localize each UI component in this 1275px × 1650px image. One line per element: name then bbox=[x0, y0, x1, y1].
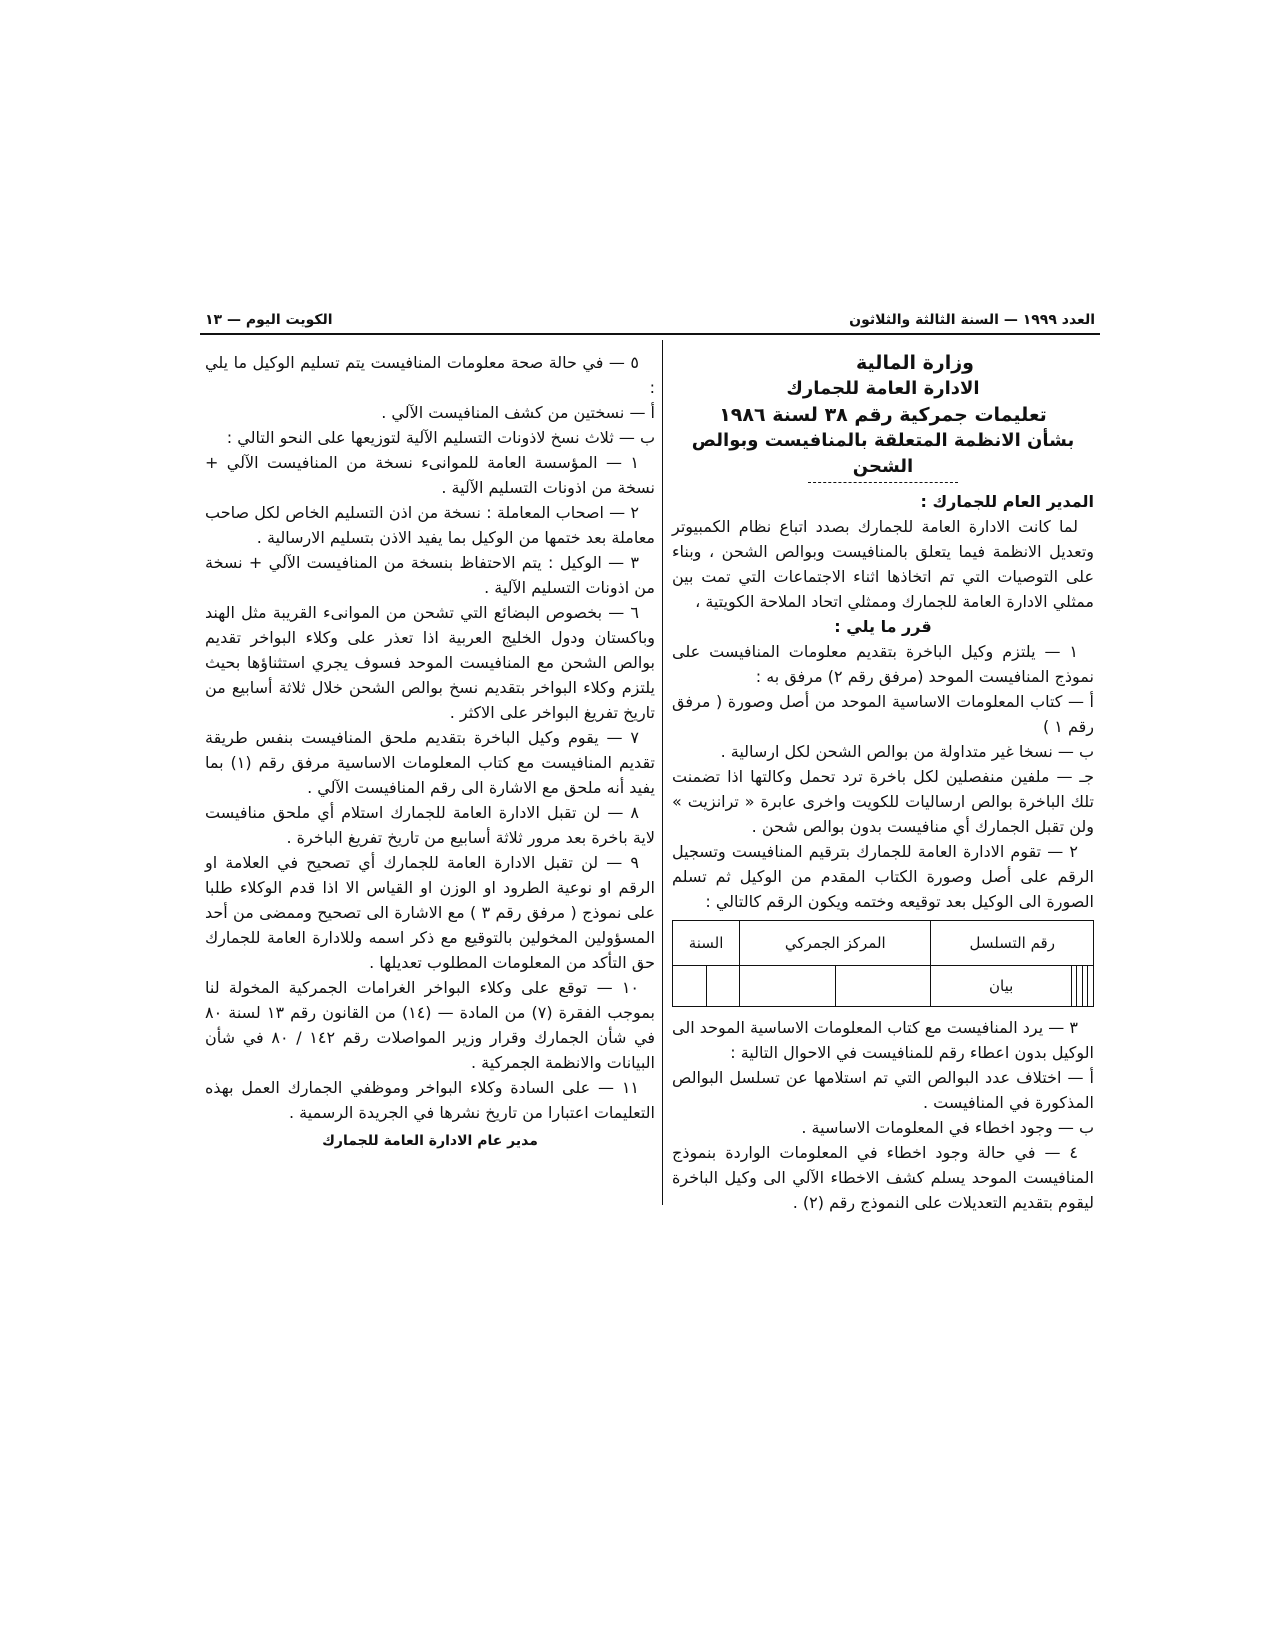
addressee: المدير العام للجمارك : bbox=[920, 492, 1094, 511]
page-header-right: العدد ١٩٩٩ — السنة الثالثة والثلاثون bbox=[849, 312, 1095, 328]
item-6: ٦ — بخصوص البضائع التي تشحن من الموانىء القريبة مثل الهند وباكستان ودول الخليج العربية اذا تعذر على وكلاء البواخر تقديم بوالص الشحن مع المنافيست الموحد فسوف يجري استثناؤها بحيث يلتزم وكلاء البواخر بتقديم نسخ بوالص الشحن خلال ثلاثة أسابيع من تاريخ تفريغ البواخر على الاكثر . bbox=[205, 603, 655, 722]
table-header-row bbox=[673, 921, 1094, 966]
item-11: ١١ — على السادة وكلاء البواخر وموظفي الجمارك العمل بهذه التعليمات اعتبارا من تاريخ نشرها في الجريدة الرسمية . bbox=[205, 1078, 655, 1122]
item-5b: ب — ثلاث نسخ لاذونات التسليم الآلية لتوزيعها على النحو التالي : bbox=[226, 428, 655, 447]
table-cell bbox=[706, 966, 740, 1007]
decision-heading: قرر ما يلي : bbox=[834, 617, 932, 636]
table-cell bbox=[1071, 966, 1077, 1007]
table-cell bbox=[835, 966, 931, 1007]
left-column bbox=[205, 350, 655, 1154]
table-cell bbox=[673, 966, 707, 1007]
column-divider bbox=[662, 340, 663, 1205]
header-customs-center: المركز الجمركي bbox=[740, 921, 931, 966]
item-5a: أ — نسختين من كشف المنافيست الآلي . bbox=[381, 403, 655, 422]
item-9: ٩ — لن تقبل الادارة العامة للجمارك أي تصحيح في العلامة او الرقم او نوعية الطرود او الوزن او القياس الا اذا قدم الوكلاء طلبا على نموذج ( مرفق رقم ٣ ) مع الاشارة الى تصحيح وممضى من أحد المسؤولين المخولين بالتوقيع مع ذكر اسمه وللادارة العامة للجمارك حق التأكد من المعلومات المطلوب تعديلها . bbox=[205, 853, 656, 972]
distribution-1: ١ — المؤسسة العامة للموانىء نسخة من المنافيست الآلي + نسخة من اذونات التسليم الآلية . bbox=[205, 453, 655, 497]
item-7: ٧ — يقوم وكيل الباخرة بتقديم ملحق المنافيست بنفس طريقة تقديم المنافيست مع كتاب المعلومات الاساسية مرفق رقم (١) بما يفيد أنه ملحق مع الاشارة الى رقم المنافيست الآلي . bbox=[205, 728, 655, 797]
signature-line: مدير عام الادارة العامة للجمارك bbox=[322, 1133, 538, 1149]
table-row bbox=[673, 966, 1094, 1007]
department-name: الادارة العامة للجمارك bbox=[786, 378, 980, 399]
item-1a: أ — كتاب المعلومات الاساسية الموحد من أصل وصورة ( مرفق رقم ١ ) bbox=[672, 692, 1094, 736]
item-8: ٨ — لن تقبل الادارة العامة للجمارك استلام أي ملحق منافيست لاية باخرة بعد مرور ثلاثة أسابيع من تاريخ تفريغ الباخرة . bbox=[205, 803, 655, 847]
distribution-2: ٢ — اصحاب المعاملة : نسخة من اذن التسليم الخاص لكل صاحب معاملة بعد ختمها من الوكيل بما يفيد الاذن بتسليم الارسالية . bbox=[205, 503, 655, 547]
distribution-3: ٣ — الوكيل : يتم الاحتفاظ بنسخة من المنافيست الآلي + نسخة من اذونات التسليم الآلية . bbox=[205, 553, 655, 597]
table-cell-note: بيان bbox=[931, 966, 1071, 1007]
item-3: ٣ — يرد المنافيست مع كتاب المعلومات الاساسية الموحد الى الوكيل بدون اعطاء رقم للمنافيست في الاحوال التالية : bbox=[672, 1018, 1094, 1062]
page-header-left: الكويت اليوم — ١٣ bbox=[205, 312, 333, 328]
title-dash-rule bbox=[808, 482, 958, 483]
ministry-name: وزارة المالية bbox=[856, 352, 974, 374]
header-rule bbox=[200, 333, 1100, 335]
item-1: ١ — يلتزم وكيل الباخرة بتقديم معلومات المنافيست على نموذج المنافيست الموحد (مرفق رقم ٢) مرفق به : bbox=[672, 642, 1094, 686]
serial-number-table bbox=[672, 920, 1094, 1007]
instruction-subtitle: بشأن الانظمة المتعلقة بالمنافيست وبوالص الشحن bbox=[691, 430, 1075, 477]
item-1b: ب — نسخا غير متداولة من بوالص الشحن لكل ارسالية . bbox=[720, 742, 1094, 761]
item-5: ٥ — في حالة صحة معلومات المنافيست يتم تسليم الوكيل ما يلي : bbox=[205, 353, 655, 397]
header-year: السنة bbox=[673, 921, 740, 966]
preamble: لما كانت الادارة العامة للجمارك بصدد اتباع نظام الكمبيوتر وتعديل الانظمة فيما يتعلق بالمنافيست وبوالص الشحن ، وبناء على التوصيات التي تم اتخاذها اثناء الاجتماعات التي تمت بين ممثلي الادارة العامة للجمارك وممثلي اتحاد الملاحة الكويتية ، bbox=[672, 517, 1094, 611]
header-serial: رقم التسلسل bbox=[931, 921, 1094, 966]
right-column bbox=[672, 350, 1094, 1215]
table-cell bbox=[1088, 966, 1094, 1007]
item-2: ٢ — تقوم الادارة العامة للجمارك بترقيم المنافيست وتسجيل الرقم على أصل وصورة الكتاب المقدم من الوكيل ثم تسلم الصورة الى الوكيل بعد توقيعه وختمه ويكون الرقم كالتالي : bbox=[672, 842, 1094, 911]
table-cell bbox=[740, 966, 836, 1007]
table-cell bbox=[1082, 966, 1088, 1007]
item-10: ١٠ — توقع على وكلاء البواخر الغرامات الجمركية المخولة لنا بموجب الفقرة (٧) من المادة — (١٤) من القانون رقم ١٣ لسنة ٨٠ في شأن الجمارك وقرار وزير المواصلات رقم ١٤٢ / ٨٠ في شأن البيانات والانظمة الجمركية . bbox=[205, 978, 656, 1072]
item-4: ٤ — في حالة وجود اخطاء في المعلومات الواردة بنموذج المنافيست الموحد يسلم كشف الاخطاء الآلي الى وكيل الباخرة ليقوم بتقديم التعديلات على النموذج رقم (٢) . bbox=[672, 1143, 1094, 1212]
instruction-title: تعليمات جمركية رقم ٣٨ لسنة ١٩٨٦ bbox=[719, 404, 1047, 426]
item-3b: ب — وجود اخطاء في المعلومات الاساسية . bbox=[801, 1118, 1094, 1137]
table-cell bbox=[1077, 966, 1083, 1007]
item-1c: جـ — ملفين منفصلين لكل باخرة ترد تحمل وكالتها اذا تضمنت تلك الباخرة بوالص ارساليات للكويت واخرى عابرة « ترانزيت » ولن تقبل الجمارك أي منافيست بدون بوالص شحن . bbox=[672, 767, 1094, 836]
item-3a: أ — اختلاف عدد البوالص التي تم استلامها عن تسلسل البوالص المذكورة في المنافيست . bbox=[672, 1068, 1094, 1112]
